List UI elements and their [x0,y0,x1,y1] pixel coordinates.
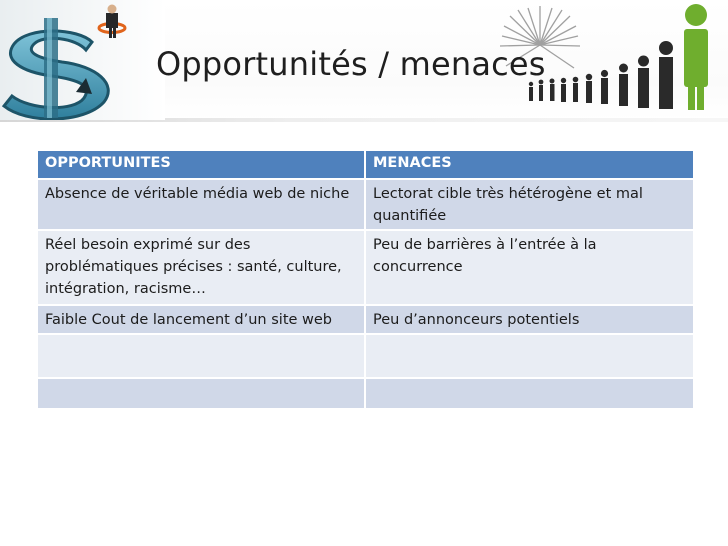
table-cell: Faible Cout de lancement d’un site web [38,305,365,334]
table-cell [365,334,693,378]
table-row [38,305,693,334]
slide-title: Opportunités / menaces [156,45,546,83]
table-cell: Lectorat cible très hétérogène et mal quantifiée [365,179,693,230]
table-row [38,179,693,230]
table-cell [365,378,693,409]
dollar-sign-shark-pool-icon [0,0,165,120]
opportunities-threats-table [38,151,693,410]
table-cell [38,334,365,378]
table-header-row [38,151,693,179]
table-row [38,230,693,305]
table-cell [38,378,365,409]
table-cell: Absence de véritable média web de niche [38,179,365,230]
header-menaces: MENACES [365,151,693,179]
table-row [38,334,693,378]
table-cell: Peu de barrières à l’entrée à la concurrence [365,230,693,305]
header-opportunites: OPPORTUNITES [38,151,365,179]
table-row [38,378,693,409]
table-cell: Réel besoin exprimé sur des problématiques précises : santé, culture, intégration, racisme… [38,230,365,305]
table-cell: Peu d’annonceurs potentiels [365,305,693,334]
